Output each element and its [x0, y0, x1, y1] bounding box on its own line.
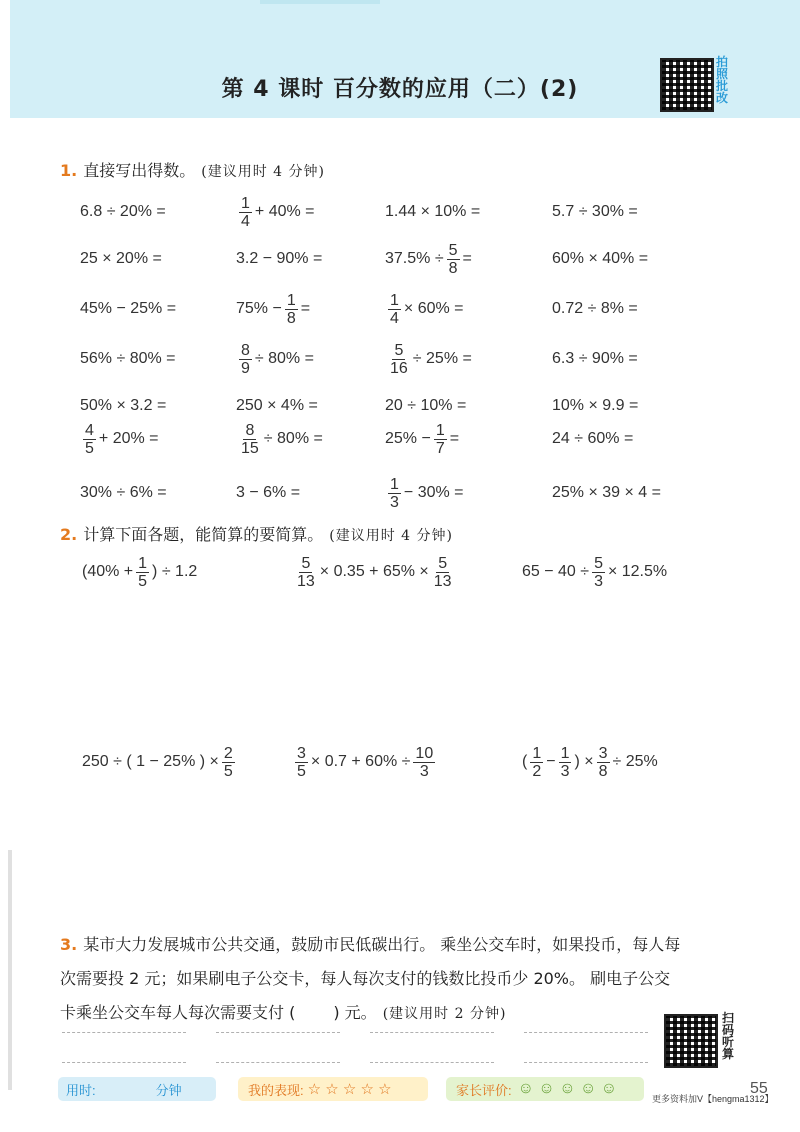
qr-bottom-label: 扫码听算 [722, 1011, 735, 1061]
denominator: 4 [241, 212, 250, 230]
fraction [239, 195, 252, 230]
denominator: 3 [390, 493, 399, 511]
fraction [222, 745, 235, 780]
calc-problem-5 [292, 740, 438, 784]
exercise-6-2 [236, 420, 323, 458]
denominator: 7 [435, 439, 445, 457]
answer-line[interactable] [62, 1032, 186, 1033]
time-bar [58, 1077, 216, 1101]
exercise-6-1 [80, 420, 159, 458]
calc-problem-4 [82, 740, 238, 784]
exercise-1-2 [236, 193, 315, 231]
exercise-1-1 [80, 193, 166, 231]
exercise-1-4 [552, 193, 638, 231]
section1-hint: (建议用时 4 分钟) [201, 164, 325, 180]
section3-number: 3. [60, 935, 78, 954]
fraction [432, 555, 454, 590]
expr-text: ( [522, 753, 528, 770]
expr-text: = [462, 250, 472, 267]
exercise-4-2 [236, 340, 314, 378]
answer-line[interactable] [216, 1032, 340, 1033]
expr-text: 25% − [385, 430, 431, 447]
expr-text: 60% × 40% = [552, 250, 649, 267]
expr-text: 3 − 6% = [236, 484, 301, 501]
expr-text: 3.2 − 90% = [236, 250, 323, 267]
numerator: 5 [594, 554, 603, 572]
expr-text: 6.3 ÷ 90% = [552, 350, 638, 367]
expr-text: 75% − [236, 300, 282, 317]
denominator: 9 [241, 359, 250, 377]
calc-problem-1 [82, 550, 197, 594]
numerator: 1 [390, 475, 399, 493]
smiley-icon[interactable]: ☺ ☺ ☺ ☺ ☺ [517, 1080, 618, 1097]
page-title: 第 4 课时 百分数的应用（二）(2) [221, 77, 579, 102]
expr-text: 5.7 ÷ 30% = [552, 203, 638, 220]
fraction [434, 422, 447, 457]
qr-code-icon[interactable] [664, 1014, 718, 1068]
expr-text: ) ÷ 1.2 [152, 563, 198, 580]
numerator: 1 [241, 194, 250, 212]
parent-label: 家长评价: [456, 1082, 512, 1098]
expr-text: 25 × 20% = [80, 250, 162, 267]
fraction [447, 242, 460, 277]
section3-hint: (建议用时 2 分钟) [382, 1006, 507, 1022]
star-icon[interactable]: ☆ ☆ ☆ ☆ ☆ [307, 1081, 392, 1098]
expr-text: + 20% = [98, 430, 159, 447]
numerator: 3 [297, 744, 306, 762]
numerator: 1 [532, 744, 542, 762]
numerator: 10 [415, 744, 434, 762]
denominator: 2 [532, 762, 542, 780]
expr-text: 0.72 ÷ 8% = [552, 300, 638, 317]
expr-text: 250 ÷ ( 1 − 25% ) × [82, 753, 219, 770]
expr-text: × 0.35 + 65% × [319, 563, 429, 580]
exercise-2-4 [552, 240, 648, 278]
denominator: 13 [297, 572, 315, 590]
section2-title: 计算下面各题，能简算的要简算。 [83, 525, 324, 544]
numerator: 5 [448, 241, 458, 259]
numerator: 4 [85, 421, 94, 439]
expr-text: − 30% = [403, 484, 464, 501]
expr-text: 56% ÷ 80% = [80, 350, 176, 367]
fraction [559, 745, 572, 780]
expr-text: ) × [574, 753, 594, 770]
exercise-1-3 [385, 193, 480, 231]
exercise-6-3 [385, 420, 459, 458]
expr-text: 250 × 4% = [236, 397, 318, 414]
numerator: 5 [301, 554, 311, 572]
denominator: 3 [560, 762, 570, 780]
exercise-4-4 [552, 340, 638, 378]
denominator: 8 [598, 762, 608, 780]
denominator: 4 [390, 309, 399, 327]
expr-text: 30% ÷ 6% = [80, 484, 167, 501]
answer-line[interactable] [62, 1062, 186, 1063]
section3-text-line3b: ) 元。 [333, 1003, 377, 1022]
fraction [388, 292, 401, 327]
expr-text: + 40% = [254, 203, 315, 220]
denominator: 13 [433, 572, 452, 590]
expr-text: 20 ÷ 10% = [385, 397, 467, 414]
numerator: 2 [223, 744, 233, 762]
numerator: 1 [560, 744, 570, 762]
fraction [295, 745, 308, 780]
expr-text: ÷ 25% = [412, 350, 472, 367]
denominator: 5 [138, 572, 148, 590]
expr-text: ÷ 80% = [263, 430, 323, 447]
corner-note: 更多资料加V【hengma1312】 [652, 1094, 774, 1104]
numerator: 8 [245, 421, 255, 439]
expr-text: 65 − 40 ÷ [522, 563, 590, 580]
exercise-4-1 [80, 340, 176, 378]
exercise-2-3 [385, 240, 472, 278]
numerator: 8 [241, 341, 250, 359]
exercise-7-2 [236, 474, 300, 512]
section1-heading [60, 158, 325, 181]
denominator: 3 [419, 762, 429, 780]
denominator: 5 [297, 762, 306, 780]
expr-text: 50% × 3.2 = [80, 397, 167, 414]
expr-text: 37.5% ÷ [385, 250, 444, 267]
parent-eval-bar [446, 1077, 644, 1101]
expr-text: 1.44 × 10% = [385, 203, 481, 220]
exercise-2-2 [236, 240, 322, 278]
numerator: 1 [286, 291, 296, 309]
section1-title: 直接写出得数。 [83, 161, 196, 180]
expr-text: ÷ 80% = [254, 350, 314, 367]
performance-label: 我的表现: [248, 1082, 304, 1098]
page-edge-rule [8, 850, 12, 1090]
expr-text: × 0.7 + 60% ÷ [310, 753, 411, 770]
section3-text-line2: 次需要投 2 元；如果刷电子公交卡，每人每次支付的钱数比投币少 20%。 刷电子公交 [60, 969, 671, 988]
denominator: 16 [390, 359, 408, 377]
fraction [239, 422, 261, 457]
section2-hint: (建议用时 4 分钟) [329, 528, 453, 544]
time-label: 用时: [66, 1082, 96, 1098]
performance-bar [238, 1077, 428, 1101]
denominator: 5 [223, 762, 233, 780]
fraction [295, 555, 317, 590]
expr-text: × 12.5% [607, 563, 668, 580]
exercise-2-1 [80, 240, 162, 278]
expr-text: = [449, 430, 460, 447]
time-unit: 分钟 [155, 1082, 182, 1098]
section1-number: 1. [60, 161, 78, 180]
expr-text: ÷ 25% [612, 753, 658, 770]
fraction [285, 292, 298, 327]
calc-problem-3 [522, 550, 667, 594]
denominator: 15 [241, 439, 259, 457]
exercise-3-1 [80, 290, 176, 328]
fraction [592, 555, 605, 590]
fraction [388, 342, 410, 377]
exercise-7-3 [385, 474, 464, 512]
numerator: 5 [438, 554, 448, 572]
fraction [388, 476, 401, 511]
answer-line[interactable] [216, 1062, 340, 1063]
fraction [83, 422, 96, 457]
expr-text: × 60% = [403, 300, 464, 317]
section3-text-line3a: 卡乘坐公交车每人每次需要支付 ( [60, 1003, 296, 1022]
denominator: 3 [594, 572, 603, 590]
fraction [239, 342, 252, 377]
answer-line[interactable] [524, 1032, 648, 1033]
fraction [530, 745, 543, 780]
qr-code-icon[interactable] [660, 58, 714, 112]
numerator: 5 [394, 341, 404, 359]
fraction [136, 555, 149, 590]
exercise-3-3 [385, 290, 464, 328]
answer-line[interactable] [370, 1032, 494, 1033]
expr-text: (40% + [82, 563, 134, 580]
expr-text: = [300, 300, 311, 317]
expr-text: 24 ÷ 60% = [552, 430, 634, 447]
expr-text: 25% × 39 × 4 = [552, 484, 661, 501]
numerator: 1 [138, 554, 148, 572]
denominator: 5 [85, 439, 94, 457]
calc-problem-6 [522, 740, 658, 784]
denominator: 8 [448, 259, 458, 277]
exercise-7-1 [80, 474, 167, 512]
fraction [413, 745, 435, 780]
section2-heading [60, 522, 453, 545]
expr-text: 45% − 25% = [80, 300, 177, 317]
numerator: 3 [598, 744, 608, 762]
page-number: 55 [750, 1080, 768, 1097]
fraction [597, 745, 610, 780]
answer-line[interactable] [370, 1062, 494, 1063]
expr-text: 10% × 9.9 = [552, 397, 639, 414]
expr-text: − [546, 753, 556, 770]
section3-text-line1: 某市大力发展城市公共交通，鼓励市民低碳出行。 乘坐公交车时，如果投币，每人每 [83, 935, 681, 954]
numerator: 1 [390, 291, 399, 309]
expr-text: 6.8 ÷ 20% = [80, 203, 166, 220]
denominator: 8 [286, 309, 296, 327]
exercise-6-4 [552, 420, 633, 458]
section3-problem [60, 928, 760, 1031]
numerator: 1 [435, 421, 445, 439]
exercise-3-2 [236, 290, 310, 328]
exercise-3-4 [552, 290, 638, 328]
section2-number: 2. [60, 525, 78, 544]
answer-line[interactable] [524, 1062, 648, 1063]
calc-problem-2 [292, 550, 457, 594]
exercise-4-3 [385, 340, 472, 378]
qr-top-label: 拍照批改 [716, 55, 729, 105]
exercise-7-4 [552, 474, 661, 512]
